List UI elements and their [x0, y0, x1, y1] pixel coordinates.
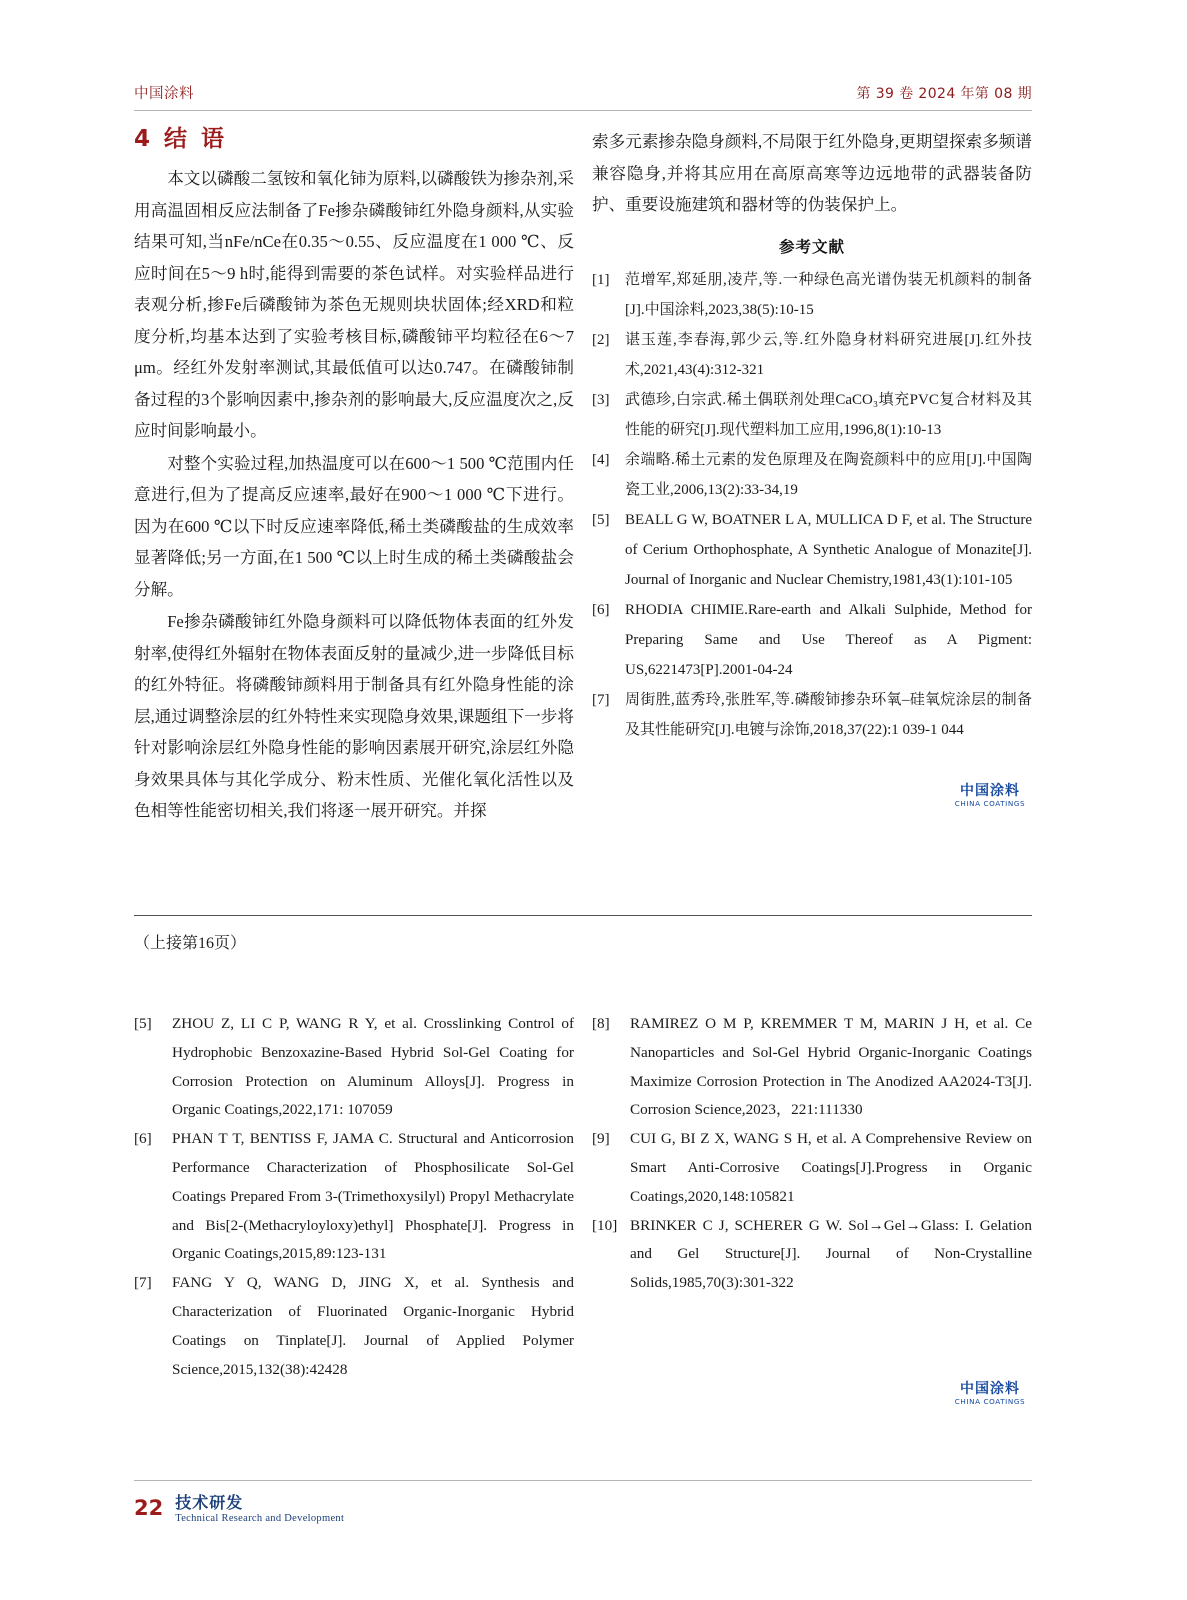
reference-number: [8]: [592, 1015, 610, 1032]
reference-text: BEALL G W, BOATNER L A, MULLICA D F, et al. The Structure of Cerium Orthophosphate, A Synthetic Analogue of Monazite[J]. Journal of Inorganic and Nuclear Chemistry,1981,43(1):101-105: [625, 511, 1032, 588]
reference-number: [4]: [592, 451, 610, 468]
reference-item: [592, 325, 1032, 385]
reference-number: [1]: [592, 271, 610, 288]
footer-zh: 技术研发: [175, 1493, 244, 1512]
paragraph-1: 本文以磷酸二氢铵和氧化铈为原料,以磷酸铁为掺杂剂,采用高温固相反应法制备了Fe掺杂磷酸铈红外隐身颜料,从实验结果可知,当nFe/nCe在0.35～0.55、反应温度在1 000 ℃、反应时间在5～9 h时,能得到需要的茶色试样。对实验样品进行表观分析,掺Fe后磷酸铈为茶色无规则块状固体;经XRD和粒度分析,均基本达到了实验考核目标,磷酸铈平均粒径在6～7 μm。经红外发射率测试,其最低值可以达0.747。在磷酸铈制备过程的3个影响因素中,掺杂剂的影响最大,反应温度次之,反应时间影响最小。: [134, 169, 574, 440]
left-column: [134, 120, 574, 828]
reference-text: 谌玉莲,李春海,郭少云,等.红外隐身材料研究进展[J].红外技术,2021,43(4):312-321: [625, 331, 1032, 378]
reference-number: [3]: [592, 391, 610, 408]
reference-text: RHODIA CHIMIE.Rare-earth and Alkali Sulphide, Method for Preparing Same and Use Thereof as A Pigment: US,6221473[P].2001-04-24: [625, 601, 1032, 678]
reference-number: [5]: [134, 1015, 152, 1032]
reference-item: [592, 445, 1032, 505]
article-divider: [134, 915, 1032, 916]
reference-number: [5]: [592, 511, 610, 528]
reference-list-lower-right: [592, 1010, 1032, 1298]
reference-number: [10]: [592, 1216, 618, 1234]
journal-name: 中国涂料: [134, 86, 194, 102]
reference-number: [7]: [134, 1274, 152, 1292]
issue-info: 第 39 卷 2024 年第 08 期: [856, 86, 1032, 102]
continued-from-note: （上接第16页）: [134, 935, 247, 952]
page-number: 22: [134, 1496, 164, 1520]
paragraph-3: Fe掺杂磷酸铈红外隐身颜料可以降低物体表面的红外发射率,使得红外辐射在物体表面反射的量减少,进一步降低目标的红外特征。将磷酸铈颜料用于制备具有红外隐身性能的涂层,通过调整涂层的红外特性来实现隐身效果,课题组下一步将针对影响涂层红外隐身性能的影响因素展开研究,涂层红外隐身效果具体与其化学成分、粉末性质、光催化氧化活性以及色相等性能密切相关,我们将逐一展开研究。并探: [134, 612, 574, 820]
reference-item: [592, 1010, 1032, 1125]
lower-left-column: [134, 1010, 574, 1384]
footer-section-label: [175, 1490, 344, 1524]
reference-text: CUI G, BI Z X, WANG S H, et al. A Comprehensive Review on Smart Anti-Corrosive Coatings[J].Progress in Organic Coatings,2020,148:105821: [630, 1130, 1032, 1205]
reference-item: [592, 1212, 1032, 1298]
reference-text: ZHOU Z, LI C P, WANG R Y, et al. Crosslinking Control of Hydrophobic Benzoxazine-Based Hybrid Sol-Gel Coating for Corrosion Protection on Aluminum Alloys[J]. Progress in Organic Coatings,2022,171: 107059: [172, 1015, 574, 1119]
reference-text: 余端略.稀土元素的发色原理及在陶瓷颜料中的应用[J].中国陶瓷工业,2006,13(2):33-34,19: [625, 451, 1032, 498]
reference-item: [134, 1010, 574, 1125]
page-header: [134, 82, 1032, 111]
references-heading: 参考文献: [778, 237, 845, 256]
reference-item: [592, 505, 1032, 595]
reference-text: PHAN T T, BENTISS F, JAMA C. Structural and Anticorrosion Performance Characterization of Phosphosilicate Sol-Gel Coatings Prepared From 3-(Trimethoxysilyl) Propyl Methacrylate and Bis[2-(Methacryloyloxy)ethyl] Phosphate[J]. Progress in Organic Coatings,2015,89:123-131: [172, 1130, 574, 1263]
footer-rule: [134, 1480, 1032, 1481]
reference-text: 武德珍,白宗武.稀土偶联剂处理CaCO₃填充PVC复合材料及其性能的研究[J].现代塑料加工应用,1996,8(1):10-13: [625, 391, 1032, 438]
section-title: 4 结 语: [134, 126, 228, 152]
reference-text: FANG Y Q, WANG D, JING X, et al. Synthesis and Characterization of Fluorinated Organic-Inorganic Hybrid Coatings on Tinplate[J]. Journal of Applied Polymer Science,2015,132(38):42428: [172, 1274, 574, 1378]
reference-item: [592, 1125, 1032, 1211]
reference-text: RAMIREZ O M P, KREMMER T M, MARIN J H, et al. Ce Nanoparticles and Sol-Gel Hybrid Organic-Inorganic Coatings Maximize Corrosion Protection in The Anodized AA2024-T3[J]. Corrosion Science,2023，221:111330: [630, 1015, 1032, 1119]
lower-right-column: [592, 1010, 1032, 1298]
reference-item: [134, 1125, 574, 1269]
reference-number: [6]: [592, 601, 610, 618]
footer-en: Technical Research and Development: [175, 1513, 345, 1524]
reference-number: [7]: [592, 691, 610, 708]
reference-number: [2]: [592, 331, 610, 348]
logo-cn-text: 中国涂料: [960, 1381, 1020, 1397]
reference-item: [592, 265, 1032, 325]
reference-item: [134, 1269, 574, 1384]
reference-list-lower-left: [134, 1010, 574, 1384]
paragraph-2: 对整个实验过程,加热温度可以在600～1 500 ℃范围内任意进行,但为了提高反应速率,最好在900～1 000 ℃下进行。因为在600 ℃以下时反应速率降低,稀土类磷酸盐的生成效率显著降低;另一方面,在1 500 ℃以上时生成的稀土类磷酸盐会分解。: [134, 453, 574, 599]
reference-number: [6]: [134, 1130, 152, 1148]
china-coatings-logo: [948, 784, 1032, 807]
paragraph-continuation: 索多元素掺杂隐身颜料,不局限于红外隐身,更期望探索多频谱兼容隐身,并将其应用在高原高寒等边远地带的武器装备防护、重要设施建筑和器材等的伪装保护上。: [592, 132, 1032, 214]
reference-item: [592, 595, 1032, 685]
logo-en-text: CHINA COATINGS: [954, 798, 1026, 808]
logo-en-text: CHINA COATINGS: [954, 1396, 1026, 1406]
reference-item: [592, 385, 1032, 445]
reference-text: 周街胜,蓝秀玲,张胜军,等.磷酸铈掺杂环氧–硅氧烷涂层的制备及其性能研究[J].电镀与涂饰,2018,37(22):1 039-1 044: [625, 691, 1032, 738]
reference-text: 范增军,郑延朋,凌芹,等.一种绿色高光谱伪装无机颜料的制备[J].中国涂料,2023,38(5):10-15: [625, 271, 1032, 318]
reference-item: [592, 685, 1032, 745]
reference-number: [9]: [592, 1130, 610, 1148]
logo-cn-text: 中国涂料: [960, 783, 1020, 799]
right-column: [592, 126, 1032, 745]
china-coatings-logo-bottom: [948, 1382, 1032, 1405]
page-footer: [134, 1480, 1032, 1524]
reference-text: BRINKER C J, SCHERER G W. Sol→Gel→Glass: I. Gelation and Gel Structure[J]. Journal of Non-Crystalline Solids,1985,70(3):301-322: [630, 1216, 1032, 1292]
reference-list-main: [592, 265, 1032, 745]
